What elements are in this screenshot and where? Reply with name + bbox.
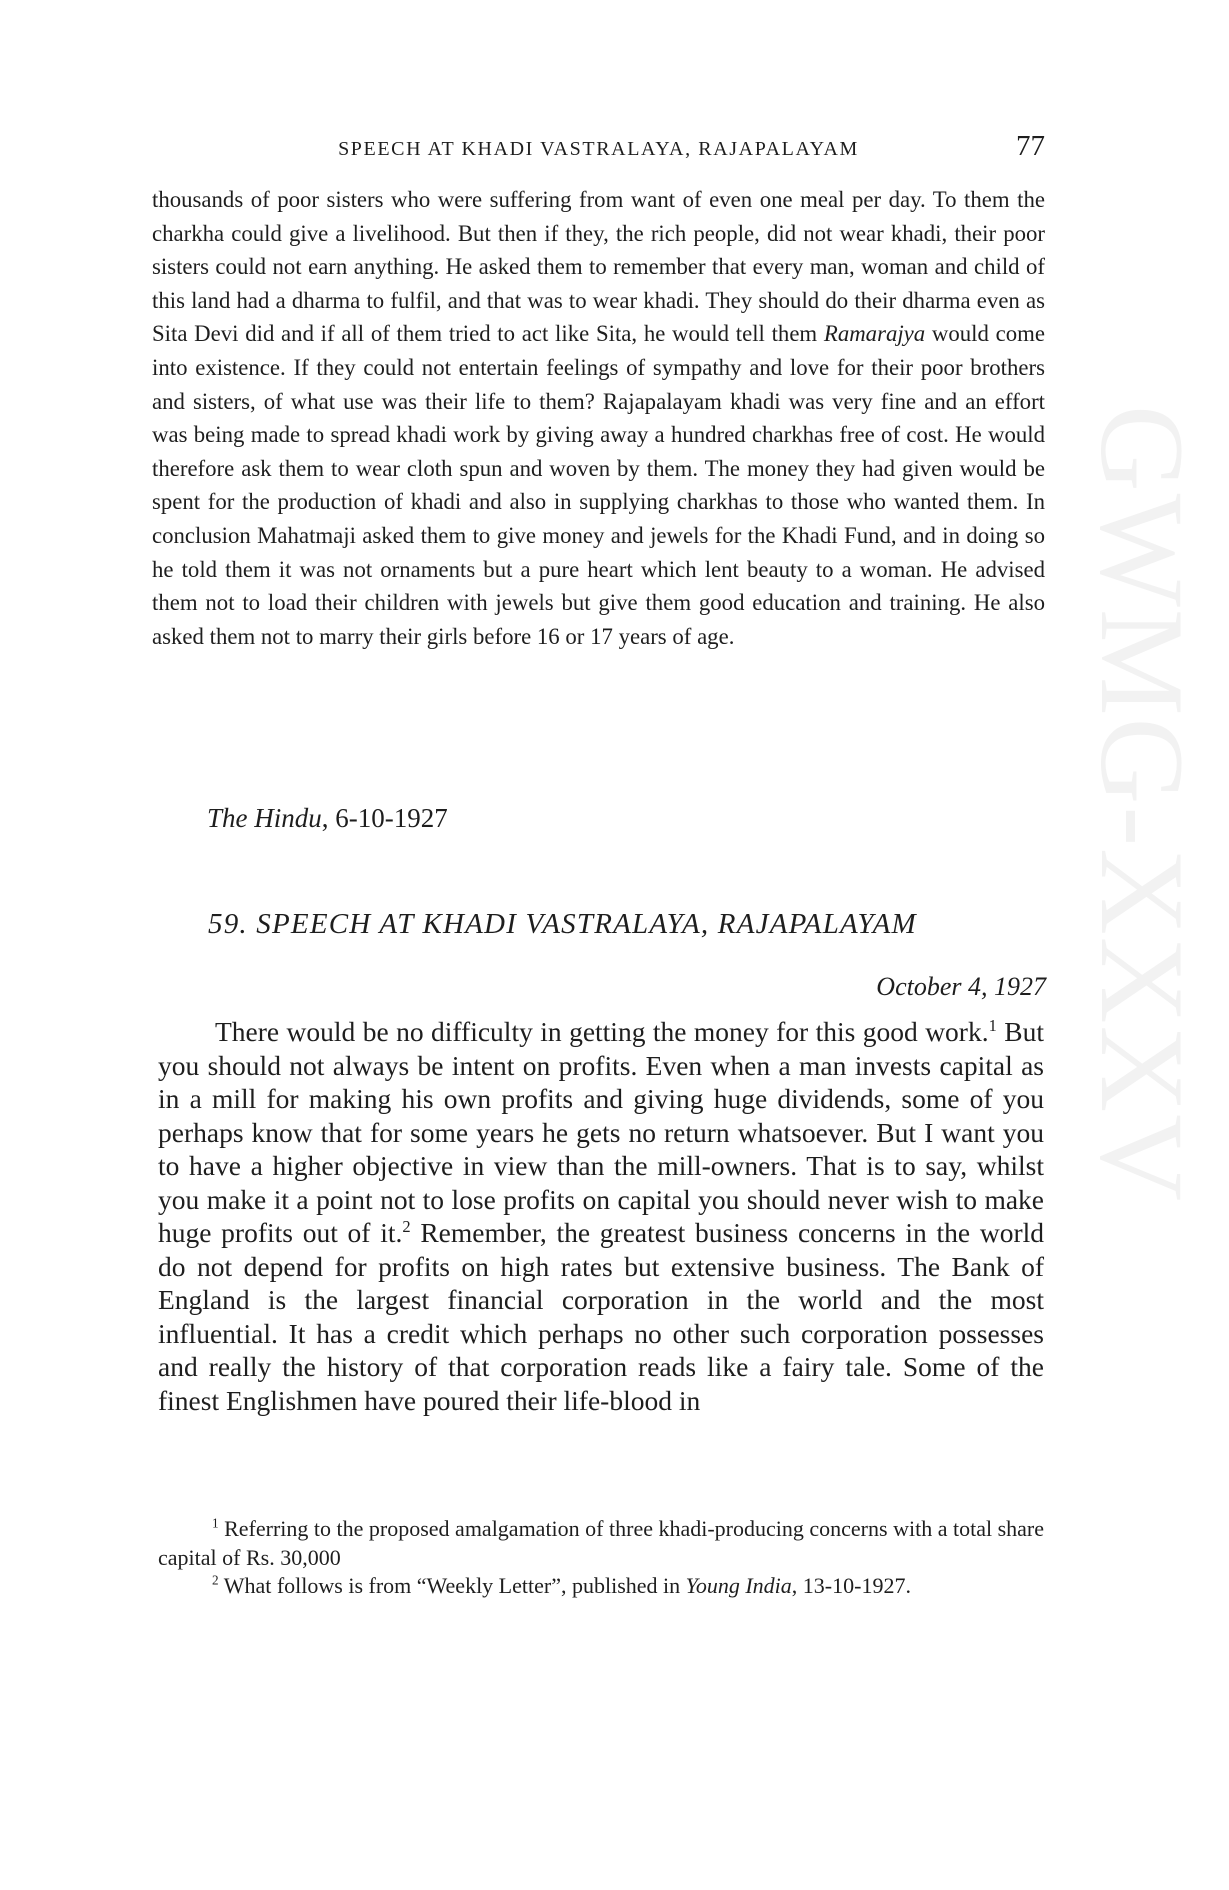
speech-text-part2: But you should not always be intent on profits. Even when a man invests capital as in a mill for making his own profits and giving huge dividends, some of you perhaps know that for some years he gets no return whatsoever. But I want you to have a higher objective in view than the mill-owners. That is to say, whilst you make it a point not to lose profits on capital you should never wish to make huge profits out of it.: [158, 1016, 1044, 1248]
footnote-ref-2: 2: [402, 1216, 411, 1236]
source-citation: [207, 803, 448, 834]
section-title: 59. SPEECH AT KHADI VASTRALAYA, RAJAPALAYAM: [208, 908, 917, 940]
speech-text-part3: Remember, the greatest business concerns in the world do not depend for profits on high rates but extensive business. The Bank of England is the largest financial corporation in the world and the most influential. It has a credit which perhaps no other such corporation possesses and really the history of that corporation reads like a fairy tale. Some of the finest Englishmen have poured their life-blood in: [158, 1217, 1044, 1416]
footnote-2: [158, 1572, 1044, 1601]
source-publication: The Hindu: [207, 803, 322, 833]
page-number: 77: [1016, 130, 1045, 162]
report-text-part2: would come into existence. If they could not entertain feelings of sympathy and love for their poor brothers and sisters, of what use was their life to them? Rajapalayam khadi was very fine and an effort was being made to spread khadi work by giving away a hundred charkhas free of cost. He would therefore ask them to wear cloth spun and woven by them. The money they had given would be spent for the production of khadi and also in supplying charkhas to those who wanted them. In conclusion Mahatmaji asked them to give money and jewels for the Khadi Fund, and in doing so he told them it was not ornaments but a pure heart which lent beauty to a woman. He advised them not to load their children with jewels but give them good education and training. He also asked them not to marry their girls before 16 or 17 years of age.: [152, 321, 1045, 649]
speech-paragraph: [158, 1015, 1044, 1417]
footnote-2-italic-publication: Young India: [685, 1573, 792, 1598]
footnote-1: [158, 1515, 1044, 1572]
report-paragraph: [152, 183, 1045, 653]
footnote-ref-1: 1: [988, 1015, 997, 1035]
footnote-1-marker: 1: [212, 1515, 219, 1531]
footnote-2-text-part1: What follows is from “Weekly Letter”, published in: [218, 1573, 686, 1598]
footnote-2-text-part2: , 13-10-1927.: [791, 1573, 911, 1598]
speech-text-part1: There would be no difficulty in getting the money for this good work.: [215, 1016, 989, 1047]
report-text-part1: thousands of poor sisters who were suffering from want of even one meal per day. To them the charkha could give a livelihood. But then if they, the rich people, did not wear khadi, their poor sisters could not earn anything. He asked them to remember that every man, woman and child of this land had a dharma to fulfil, and that was to wear khadi. They should do their dharma even as Sita Devi did and if all of them tried to act like Sita, he would tell them: [152, 187, 1045, 347]
continued-report-paragraph: [152, 183, 1045, 653]
footnotes: [158, 1515, 1044, 1601]
footnote-1-text: Referring to the proposed amalgamation of three khadi-producing concerns with a total share capital of Rs. 30,000: [158, 1516, 1044, 1570]
italic-term-ramarajya: Ramarajya: [823, 321, 926, 347]
running-title: SPEECH AT KHADI VASTRALAYA, RAJAPALAYAM: [338, 138, 859, 160]
speech-body: [158, 1015, 1044, 1417]
source-date: , 6-10-1927: [321, 803, 448, 833]
running-head: [152, 130, 1045, 170]
section-date: October 4, 1927: [876, 972, 1046, 1001]
watermark-text: GWMG-XXXV: [1076, 405, 1209, 1203]
footnote-2-marker: 2: [212, 1572, 219, 1588]
